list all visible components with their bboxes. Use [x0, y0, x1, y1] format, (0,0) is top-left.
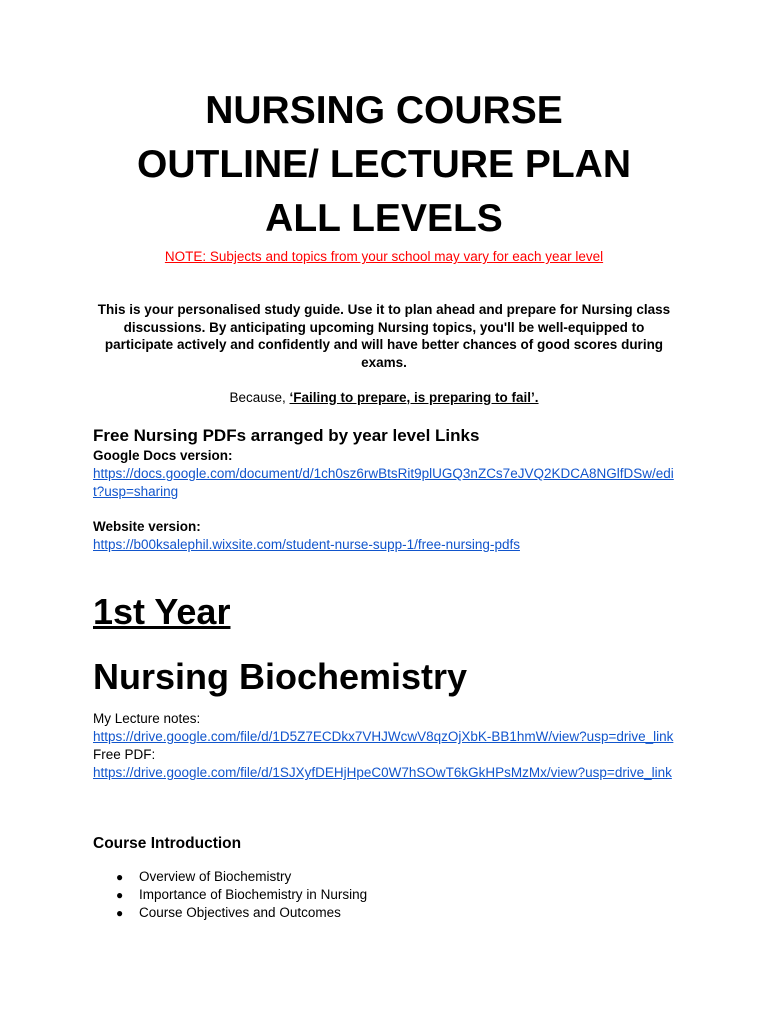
- lecture-notes-link[interactable]: https://drive.google.com/file/d/1D5Z7ECDkx7VHJWcwV8qzOjXbK-BB1hmW/view?usp=drive_link: [93, 729, 674, 744]
- links-section-heading: Free Nursing PDFs arranged by year level Links: [93, 426, 480, 445]
- list-item-text: Course Objectives and Outcomes: [139, 905, 341, 920]
- list-item-text: Importance of Biochemistry in Nursing: [139, 887, 368, 902]
- because-quote: ‘Failing to prepare, is preparing to fail’.: [289, 390, 539, 405]
- year-heading: 1st Year: [93, 591, 231, 632]
- because-line: [60, 389, 708, 407]
- title-line-1: NURSING COURSE: [205, 89, 563, 132]
- title-line-2: OUTLINE/ LECTURE PLAN: [137, 143, 631, 186]
- bullet-icon: ●: [116, 906, 124, 920]
- list-item-text: Overview of Biochemistry: [139, 869, 292, 884]
- free-pdf-label: Free PDF:: [93, 747, 156, 762]
- intro-paragraph: This is your personalised study guide. Use it to plan ahead and prepare for Nursing class discussions. By anticipating upcoming Nursing topics, you'll be well-equipped to participate actively and confidently and will have better chances of good scores during exams.: [97, 302, 671, 370]
- list-item: [115, 886, 367, 904]
- bullet-icon: ●: [116, 888, 124, 902]
- lecture-notes-label: My Lecture notes:: [93, 711, 201, 726]
- google-docs-label: Google Docs version:: [93, 448, 233, 463]
- title-line-3: ALL LEVELS: [265, 197, 503, 240]
- course-introduction-heading: Course Introduction: [93, 835, 242, 852]
- bullet-icon: ●: [116, 870, 124, 884]
- subject-links-block: [93, 710, 683, 782]
- vary-note: NOTE: Subjects and topics from your school may vary for each year level: [164, 249, 604, 264]
- google-docs-link[interactable]: https://docs.google.com/document/d/1ch0sz6rwBtsRit9plUGQ3nZCs7eJVQ2KDCA8NGlfDSw/edit?usp=sharing: [93, 466, 674, 499]
- because-prefix: Because,: [229, 390, 290, 405]
- list-item: [115, 904, 367, 922]
- website-block: [93, 518, 683, 554]
- free-pdf-link[interactable]: https://drive.google.com/file/d/1SJXyfDEHjHpeC0W7hSOwT6kGkHPsMzMx/view?usp=drive_link: [93, 765, 672, 780]
- document-title: [60, 84, 708, 246]
- website-link[interactable]: https://b00ksalephil.wixsite.com/student-nurse-supp-1/free-nursing-pdfs: [93, 537, 520, 552]
- course-introduction-list: [115, 868, 367, 922]
- website-label: Website version:: [93, 519, 201, 534]
- google-docs-block: [93, 447, 683, 501]
- subject-title: Nursing Biochemistry: [93, 656, 468, 697]
- list-item: [115, 868, 367, 886]
